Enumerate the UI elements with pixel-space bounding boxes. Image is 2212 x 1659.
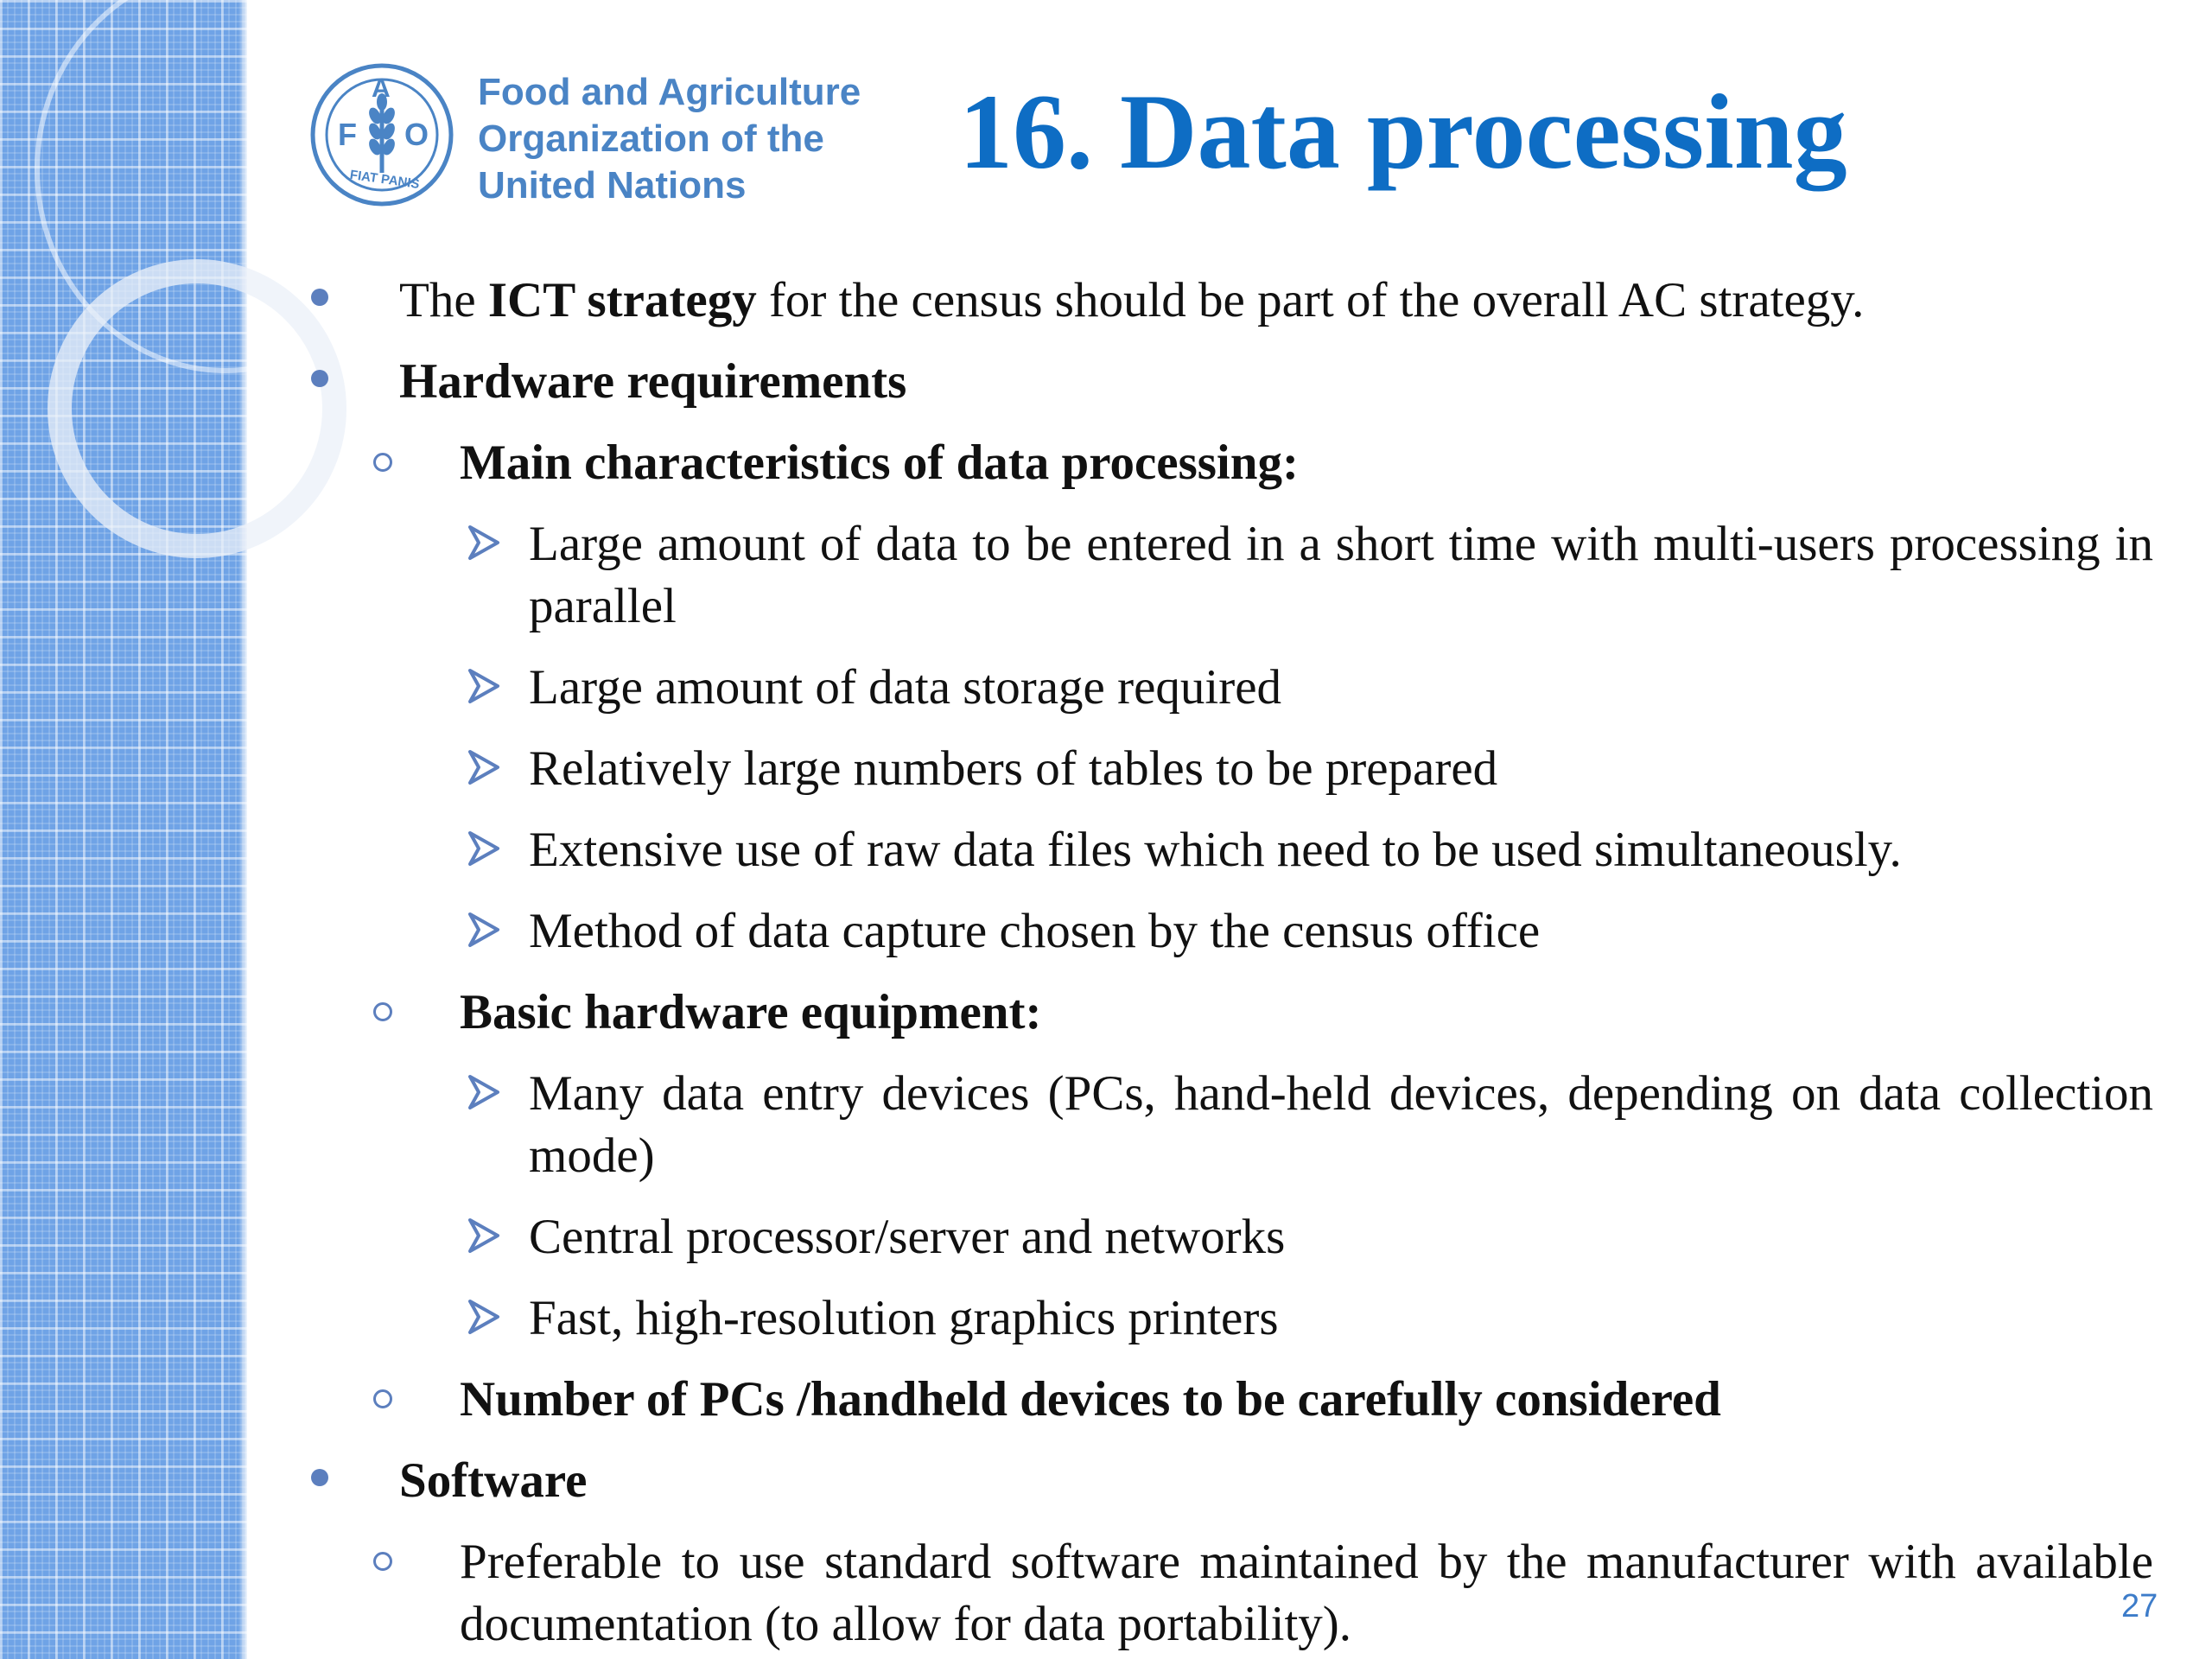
hardware-heading: Hardware requirements: [399, 354, 907, 409]
bullet-circle-icon: [373, 1002, 392, 1021]
bullet-dot-icon: [311, 1469, 328, 1486]
emblem-letter-o: O: [404, 117, 429, 152]
subbullet-basic-hardware-equipment: [460, 982, 1041, 1044]
decorative-ring-small: [48, 259, 346, 558]
list-item: [529, 819, 1902, 881]
ict-text-post: for the census should be part of the overall AC strategy.: [756, 273, 1865, 327]
emblem-letter-a: A: [372, 74, 391, 103]
basic-equipment-text: Central processor/server and networks: [529, 1210, 1286, 1264]
subbullet-software-note: [460, 1531, 2153, 1656]
list-item: [529, 900, 1540, 963]
arrow-bullet-icon: [467, 748, 501, 786]
bullet-hardware-requirements: [399, 351, 906, 413]
main-characteristic-text: Method of data capture chosen by the census office: [529, 904, 1541, 958]
bullet-dot-icon: [311, 370, 328, 387]
bullet-circle-icon: [373, 1552, 392, 1571]
fao-emblem-icon: [309, 62, 454, 207]
basic-equipment-text: Many data entry devices (PCs, hand-held devices, depending on data collection mode): [529, 1066, 2153, 1183]
bullet-ict-strategy: [399, 270, 1864, 332]
arrow-bullet-icon: [467, 1217, 501, 1255]
org-name-line: Organization of the: [478, 118, 824, 160]
page-title: 16. Data processing: [959, 73, 1847, 191]
list-item: [529, 1063, 2153, 1187]
arrow-bullet-icon: [467, 911, 501, 949]
org-name-line: United Nations: [478, 164, 747, 207]
list-item: [529, 738, 1497, 800]
subbullet-pcs-note: [460, 1369, 1721, 1431]
list-item: [529, 513, 2153, 638]
arrow-bullet-icon: [467, 1073, 501, 1111]
basic-equipment-heading: Basic hardware equipment:: [460, 985, 1042, 1039]
bullet-software: [399, 1450, 587, 1512]
list-item: [529, 1287, 1279, 1350]
basic-equipment-text: Fast, high-resolution graphics printers: [529, 1291, 1279, 1345]
arrow-bullet-icon: [467, 667, 501, 705]
software-note-text: Preferable to use standard software maintained by the manufacturer with available documentation (to allow for data portability).: [460, 1535, 2153, 1651]
main-characteristic-text: Large amount of data storage required: [529, 660, 1282, 715]
main-characteristic-text: Relatively large numbers of tables to be prepared: [529, 741, 1498, 796]
page-number: 27: [2121, 1588, 2158, 1624]
pcs-note-text: Number of PCs /handheld devices to be carefully considered: [460, 1372, 1721, 1427]
software-heading: Software: [399, 1453, 588, 1508]
bullet-dot-icon: [311, 289, 328, 306]
list-item: [529, 1206, 1285, 1268]
arrow-bullet-icon: [467, 1298, 501, 1336]
bullet-circle-icon: [373, 1389, 392, 1408]
main-characteristics-heading: Main characteristics of data processing:: [460, 435, 1299, 490]
arrow-bullet-icon: [467, 524, 501, 562]
subbullet-main-characteristics: [460, 432, 1299, 494]
list-item: [529, 657, 1281, 719]
ict-text-bold: ICT strategy: [487, 273, 757, 327]
organization-name: [478, 69, 861, 209]
main-characteristic-text: Large amount of data to be entered in a short time with multi-users processing in parallel: [529, 517, 2153, 633]
emblem-letter-f: F: [338, 117, 357, 152]
org-name-line: Food and Agriculture: [478, 71, 861, 113]
emblem-motto: FIAT PANIS: [348, 167, 421, 192]
arrow-bullet-icon: [467, 830, 501, 868]
ict-text-pre: The: [399, 273, 488, 327]
bullet-circle-icon: [373, 453, 392, 472]
main-characteristic-text: Extensive use of raw data files which need to be used simultaneously.: [529, 823, 1902, 877]
